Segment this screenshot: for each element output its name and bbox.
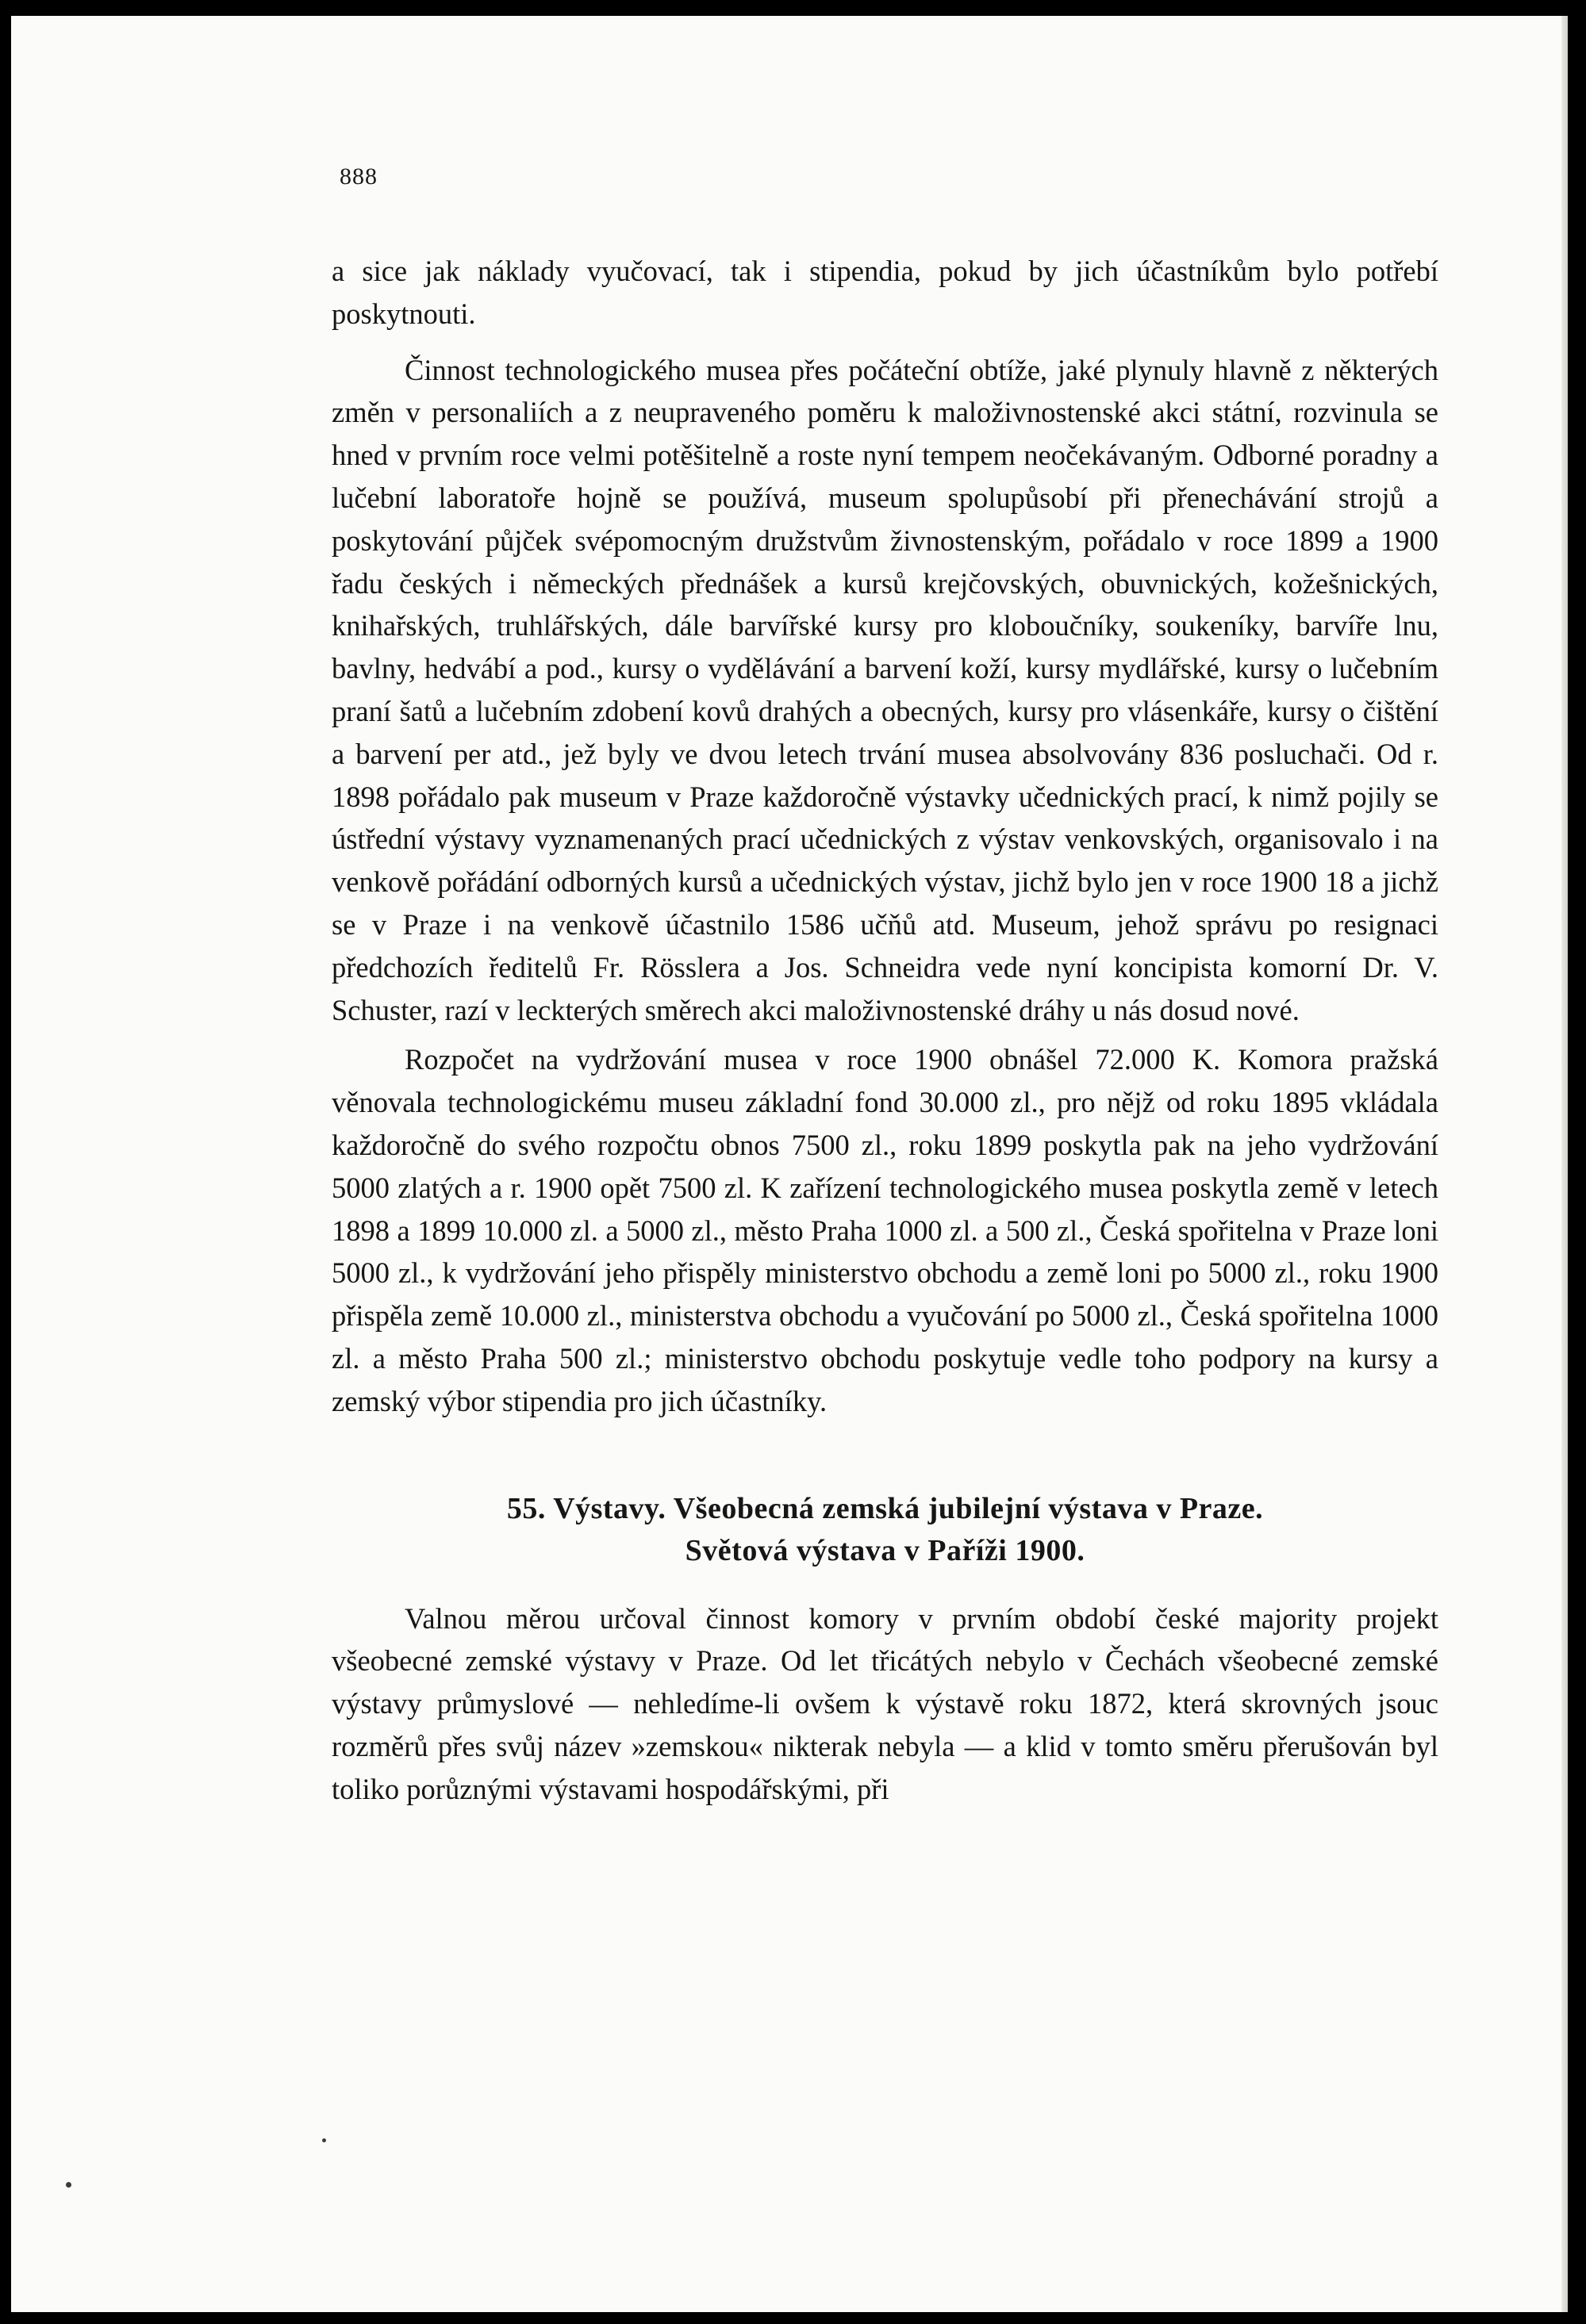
paragraph-gap (332, 1031, 1438, 1038)
section-heading (332, 1488, 1438, 1572)
paragraph-4: Valnou měrou určoval činnost komory v prvním období české majority projekt všeobecné zemské výstavy v Praze. Od let třicátých nebylo v Čechách všeobecné zemské výstavy průmyslové — nehledíme-li ovšem k výstavě roku 1872, která skrovných jsouc rozměrů přes svůj název »zemskou« nikterak nebyla — a klid v tomto směru přerušován byl toliko porůznými výstavami hospodářskými, při (332, 1601, 1438, 1805)
paragraph-2: Činnost technologického musea přes počáteční obtíže, jaké plynuly hlavně z některých změn v personaliích a z neupraveného poměru k maloživnostenské akci státní, rozvinula se hned v prvním roce velmi potěšitelně a roste nyní tempem neočekávaným. Odborné poradny a lučební laboratoře hojně se používá, museum spolupůsobí při přenechávání strojů a poskytování půjček svépomocným družstvům živnostenským, pořádalo v roce 1899 a 1900 řadu českých i německých přednášek a kursů krejčovských, obuvnických, kožešnických, knihařských, truhlářských, dále barvířské kursy pro kloboučníky, soukeníky, barvíře lnu, bavlny, hedvábí a pod., kursy o vydělávání a barvení koží, kursy mydlářské, kursy o lučebním praní šatů a lučebním zdobení kovů drahých a obecných, kursy pro vlásenkáře, kursy o čištění a barvení per atd., jež byly ve dvou letech trvání musea absolvovány 836 posluchači. Od r. 1898 pořádalo pak museum v Praze každoročně výstavky učednických prací, k nimž pojily se ústřední výstavy vyznamenaných prací učednických z výstav venkovských, organisovalo i na venkově pořádání odborných kursů a učednických výstav, jichž bylo jen v roce 1900 18 a jichž se v Praze i na venkově účastnilo 1586 učňů atd. Museum, jehož správu po resignaci předchozích ředitelů Fr. Rösslera a Jos. Schneidra vede nyní koncipista komorní Dr. V. Schuster, razí v leckterých směrech akci maloživnostenské dráhy u nás dosud nové. (332, 353, 1438, 1026)
paragraph-1: a sice jak náklady vyučovací, tak i stipendia, pokud by jich účastníkům bylo potřebí poskytnouti. (332, 255, 1438, 330)
paragraph-3: Rozpočet na vydržování musea v roce 1900 obnášel 72.000 K. Komora pražská věnovala technologickému museu základní fond 30.000 zl., pro nějž od roku 1895 vkládala každoročně do svého rozpočtu obnos 7500 zl., roku 1899 poskytla pak na jeho vydržování 5000 zlatých a r. 1900 opět 7500 zl. K zařízení technologického musea poskytla země v letech 1898 a 1899 10.000 zl. a 5000 zl., město Praha 1000 zl. a 500 zl., Česká spořitelna v Praze loni 5000 zl., k vydržování jeho přispěly ministerstvo obchodu a země loni po 5000 zl., roku 1900 přispěla země 10.000 zl., ministerstva obchodu a vyučování po 5000 zl., Česká spořitelna 1000 zl. a město Praha 500 zl.; ministerstvo obchodu poskytuje vedle toho podpory na kursy a zemský výbor stipendia pro jich účastníky. (332, 1043, 1438, 1417)
page-number: 888 (340, 163, 378, 190)
section-heading-line-1: 55. Výstavy. Všeobecná zemská jubilejní výstava v Praze. (506, 1491, 1264, 1525)
section-heading-line-2: Světová výstava v Paříži 1900. (685, 1533, 1085, 1567)
page-edge-shadow (1561, 16, 1568, 2312)
paragraph-gap (332, 336, 1438, 349)
body-text (332, 250, 1438, 1811)
document-page (11, 16, 1568, 2312)
scan-speck (66, 2182, 71, 2188)
scan-speck (322, 2138, 326, 2142)
